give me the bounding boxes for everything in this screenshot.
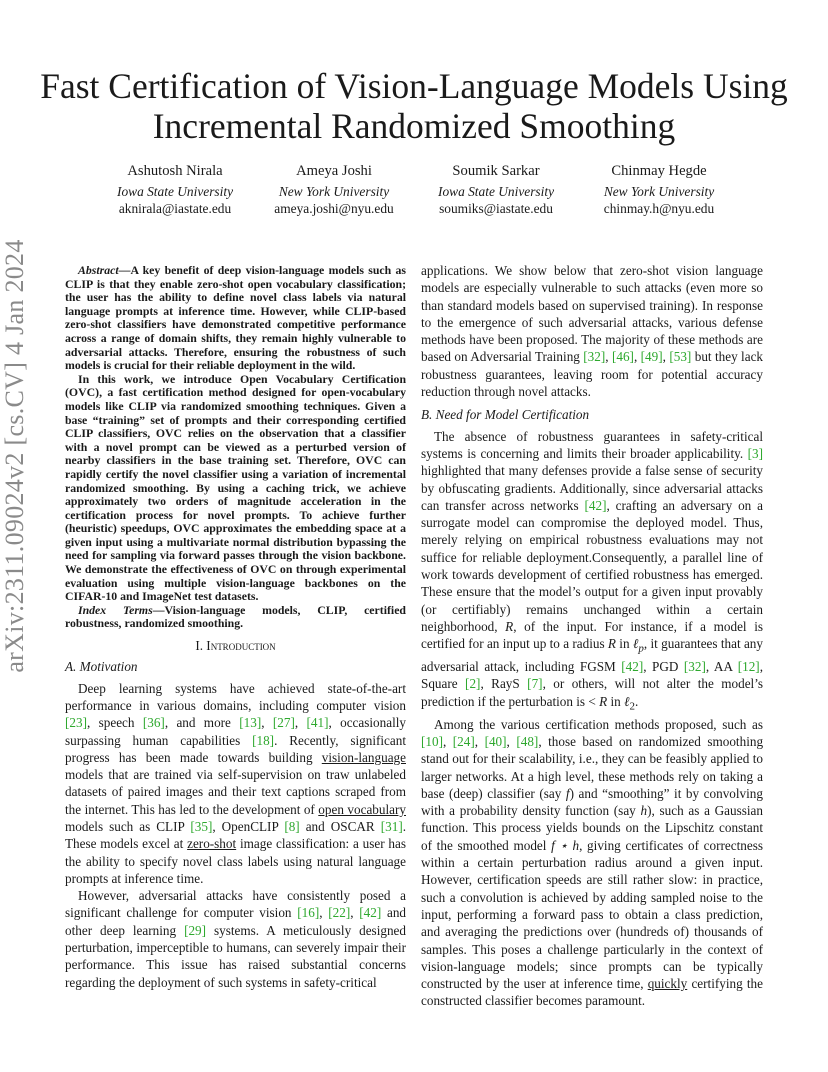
citation-link[interactable]: [2] [465, 676, 481, 692]
body-paragraph: applications. We show below that zero-shot vision language models are especially vulnerable to such attacks (even more so than standard models based on supervised training). In response to the emergence of such adversarial attacks, various defense methods have been proposed. The majority of these methods are based on Adversarial Training [32], [46], [49], [53] but they lack robustness guarantees, leaving room for potential accuracy reduction through novel attacks. [421, 263, 764, 400]
citation-link[interactable]: [49] [640, 349, 663, 365]
citation-link[interactable]: [31] [380, 819, 403, 834]
citation-link[interactable]: [48] [516, 734, 539, 749]
author-email: chinmay.h@nyu.edu [603, 201, 715, 216]
citation-link[interactable]: [29] [184, 922, 207, 938]
author-block [564, 163, 754, 218]
math-symbol: f [565, 785, 570, 801]
citation-link[interactable]: [36] [142, 715, 165, 731]
citation-link[interactable]: [46] [611, 349, 634, 365]
index-terms-label: Index Terms [78, 602, 153, 617]
left-column [65, 264, 406, 991]
author-affiliation: Iowa State University [437, 183, 555, 199]
citation-link[interactable]: [8] [284, 819, 300, 834]
math-symbol: R [607, 636, 616, 652]
citation-link[interactable]: [16] [297, 905, 320, 921]
abstract-label: Abstract [78, 263, 119, 277]
citation-link[interactable]: [42] [359, 905, 382, 921]
underlined-term: open vocabulary [318, 801, 406, 817]
author-affiliation: New York University [603, 183, 715, 199]
citation-link[interactable]: [42] [621, 659, 644, 675]
author-email: aknirala@iastate.edu [118, 201, 232, 216]
abstract-paragraph: In this work, we introduce Open Vocabulary Certification (OVC), a fast certification method designed for open-vocabulary models like CLIP via randomized smoothing techniques. Given a base “training” set of prompts and their corresponding certified CLIP classifiers, OVC relies on the observation that a classifier with a novel prompt can be viewed as a perturbed version of nearby classifiers in the base training set. Therefore, OVC can rapidly certify the novel classifier using a variation of incremental randomized smoothing. By using a caching trick, we achieve approximately two orders of magnitude acceleration in the certification process for novel prompts. To achieve further (heuristic) speedups, OVC approximates the embedding space at a given input using a multivariate normal distribution bypassing the need for sampling via forward passes through the vision backbone. We demonstrate the effectiveness of OVC on through experimental evaluation using multiple vision-language backbones on the CIFAR-10 and ImageNet test datasets. [65, 371, 406, 604]
math-symbol: ℓ$_p$ [632, 636, 644, 655]
math-symbol: f ⋆ h [551, 837, 580, 853]
index-terms: Index Terms—Vision-language models, CLIP, certified robustness, randomized smoothing. [65, 602, 406, 631]
math-symbol: h [640, 803, 648, 819]
citation-link[interactable]: [13] [239, 715, 262, 731]
subsection-heading: B. Need for Model Certification [421, 407, 590, 423]
author-affiliation: New York University [278, 183, 390, 199]
citation-link[interactable]: [24] [452, 734, 475, 749]
body-paragraph: The absence of robustness guarantees in safety-critical systems is concerning and limits their broader applicability. [3] highlighted that many defenses provide a false sense of security by obfuscating gradients. Additionally, since adversarial attacks can transfer across networks [42], crafting an adversary on a surrogate model can compromise the deployed model. Thus, merely relying on empirical robustness evaluations may not suffice for reliable deployment.Consequently, a parallel line of work towards development of certified robustness has emerged. These ensure that the model’s output for a given input provably (or certifiably) remains unchanged within a certain neighborhood, R, of the input. For instance, if a model is certified for an input up to a radius R in ℓ$_p$, it guarantees that any adversarial attack, including FGSM [42], PGD [32], AA [12], Square [2], RayS [7], or others, will not alter the model’s prediction if the perturbation is < R in ℓ$_2$. [421, 428, 764, 713]
underlined-term: vision-language [321, 749, 406, 765]
paper-title: Fast Certification of Vision-Language Models Using Incremental Randomized Smoothing [40, 66, 788, 146]
author-name: Ameya Joshi [296, 163, 372, 179]
section-heading: I. Introduction [195, 638, 276, 654]
right-column [421, 262, 763, 1010]
subsection-heading: A. Motivation [65, 659, 138, 675]
citation-link[interactable]: [12] [737, 659, 760, 675]
citation-link[interactable]: [40] [484, 734, 507, 749]
citation-link[interactable]: [22] [328, 905, 351, 921]
underlined-term: zero-shot [187, 836, 237, 852]
math-symbol: R [505, 618, 514, 634]
citation-link[interactable]: [18] [252, 732, 275, 748]
citation-link[interactable]: [3] [747, 445, 763, 461]
abstract [65, 264, 406, 631]
math-symbol: R [599, 693, 608, 709]
arxiv-identifier: arXiv:2311.09024v2 [cs.CV] 4 Jan 2024 [0, 239, 29, 673]
citation-link[interactable]: [23] [65, 715, 87, 731]
citation-link[interactable]: [42] [584, 497, 607, 513]
author-name: Chinmay Hegde [611, 163, 707, 179]
math-symbol: ℓ$_2$ [624, 693, 636, 713]
author-affiliation: Iowa State University [116, 183, 234, 199]
body-paragraph: Among the various certification methods proposed, such as [10], [24], [40], [48], those based on randomized smoothing stand out for their scalability, i.e., they can be feasibly applied to larger networks. At a high level, these methods rely on taking a base (deep) classifier (say f) and “smoothing” it by convolving with a probability density function (say h), such as a Gaussian function. This process yields bounds on the Lipschitz constant of the smoothed model f ⋆ h, giving certificates of correctness within a certain perturbation radius around a given input. However, certification speeds are still rather slow: in practice, such a convolution is achieved by adding sampled noise to the input, performing a forward pass to obtain a class prediction, and averaging the predictions over (hundreds of) thousands of samples. This poses a challenge particularly in the context of vision-language models; since prompts can be typically constructed by the user at inference time, quickly certifying the constructed classifier becomes paramount. [421, 716, 764, 1009]
citation-link[interactable]: [10] [421, 734, 443, 749]
citation-link[interactable]: [41] [306, 715, 329, 731]
author-name: Soumik Sarkar [452, 163, 540, 179]
citation-link[interactable]: [7] [527, 676, 543, 692]
underlined-term: quickly [647, 976, 688, 992]
author-email: ameya.joshi@nyu.edu [274, 201, 394, 216]
citation-link[interactable]: [32] [583, 349, 606, 365]
citation-link[interactable]: [53] [669, 349, 692, 365]
body-paragraph: Deep learning systems have achieved state-of-the-art performance in various domains, including computer vision [23], speech [36], and more [13], [27], [41], occasionally surpassing human capabilities [18]. Recently, significant progress has been made towards building vision-language models that are trained via self-supervision on traw unlabeled datasets of paired images and their text captions scraped from the internet. This has led to the development of open vocabulary models such as CLIP [35], OpenCLIP [8] and OSCAR [31]. These models excel at zero-shot image classification: a user has the ability to specify novel class labels using natural language prompts at inference time. [65, 680, 407, 886]
author-email: soumiks@iastate.edu [439, 201, 553, 216]
citation-link[interactable]: [32] [683, 659, 706, 675]
citation-link[interactable]: [27] [272, 715, 295, 731]
body-paragraph: However, adversarial attacks have consistently posed a significant challenge for computer vision [16], [22], [42] and other deep learning [29] systems. A meticulously designed perturbation, imperceptible to humans, can severely impair their performance. This issue has raised substantial concerns regarding the deployment of such systems in safety-critical [65, 888, 407, 990]
citation-link[interactable]: [35] [190, 819, 213, 834]
author-block [401, 163, 591, 218]
author-name: Ashutosh Nirala [127, 163, 223, 179]
abstract-paragraph: Abstract—A key benefit of deep vision-language models such as CLIP is that they enable zero-shot open vocabulary classification; the user has the ability to define novel class labels via natural language prompts at inference time. However, while CLIP-based zero-shot classifiers have demonstrated competitive performance across a range of domain shifts, they remain highly vulnerable to adversarial attacks. Therefore, ensuring the robustness of such models is crucial for their reliable deployment in the wild. [65, 263, 406, 373]
